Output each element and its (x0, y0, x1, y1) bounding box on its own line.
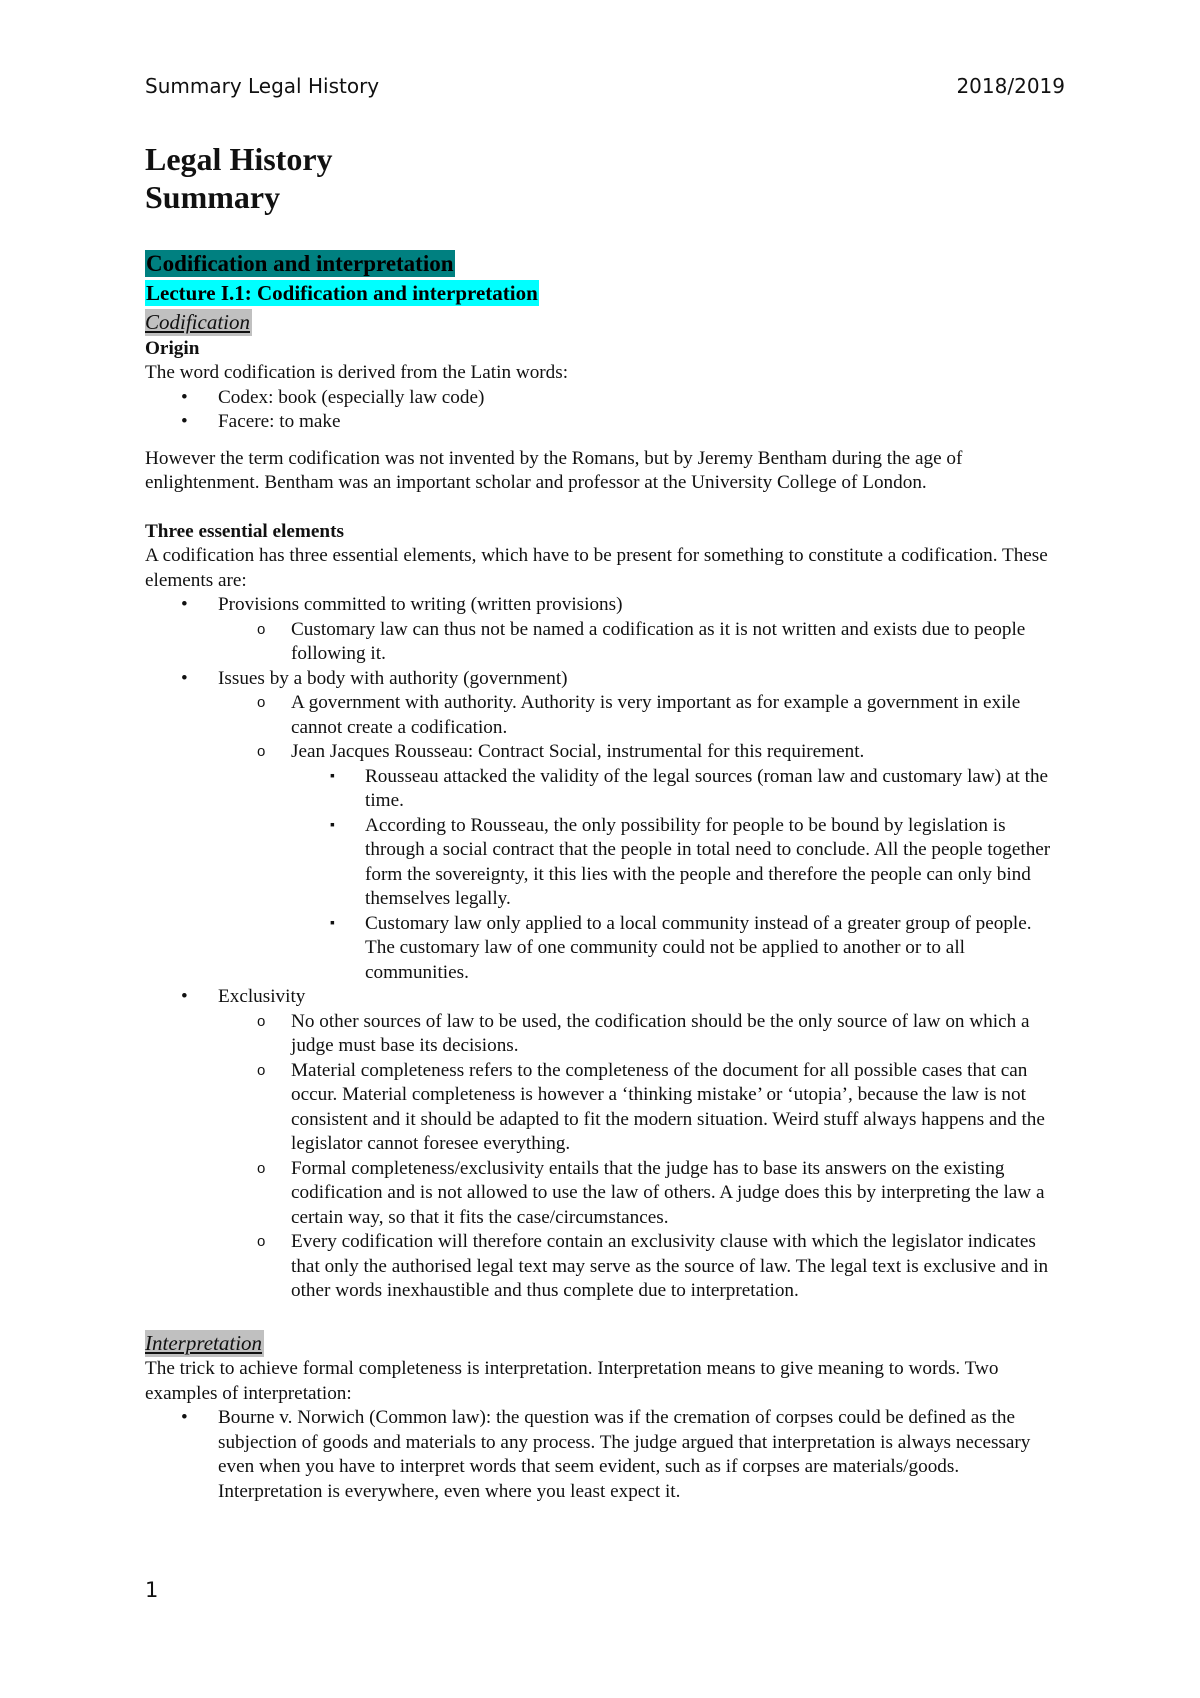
square-marker: ▪ (330, 817, 335, 833)
bullet-marker: • (181, 386, 188, 408)
list-item-text: Rousseau attacked the validity of the legal sources (roman law and customary law) at the time. (365, 765, 1049, 811)
list-item-text: Facere: to make (218, 411, 341, 432)
list-item (145, 765, 1065, 814)
list-item-text: Jean Jacques Rousseau: Contract Social, instrumental for this requirement. (291, 741, 865, 762)
origin-paragraph: However the term codification was not invented by the Romans, but by Jeremy Bentham during the age of enlightenment. Bentham was an important scholar and professor at the University College of London. (145, 447, 963, 493)
list-item-text: Every codification will therefore contain an exclusivity clause with which the legislator indicates that only the authorised legal text may serve as the source of law. The legal text is exclusive and in other words inexhaustible and thus complete due to interpretation. (291, 1231, 1049, 1301)
doc-title-line2: Summary (145, 179, 281, 215)
doc-title-line1: Legal History (145, 141, 333, 177)
elements-heading: Three essential elements (145, 520, 344, 542)
bullet-marker: • (181, 594, 188, 615)
list-item-text: Exclusivity (218, 986, 306, 1007)
square-marker: ▪ (330, 768, 335, 784)
circle-marker: o (257, 1159, 266, 1177)
bullet-marker: • (181, 667, 188, 689)
circle-marker: o (257, 1061, 266, 1079)
list-item (145, 1010, 1065, 1059)
circle-marker: o (257, 743, 266, 760)
interpretation-intro: The trick to achieve formal completeness is interpretation. Interpretation means to give meaning to words. Two examples of interpretation: (145, 1358, 999, 1404)
list-item (145, 740, 1065, 765)
list-item (145, 1157, 1065, 1231)
interpretation-list (145, 1406, 1065, 1504)
list-item-text: Codex: book (especially law code) (218, 386, 485, 408)
circle-marker: o (257, 620, 266, 638)
header-left: Summary Legal History (145, 74, 380, 98)
origin-intro: The word codification is derived from the Latin words: (145, 362, 569, 383)
list-item-text: No other sources of law to be used, the codification should be the only source of law on which a judge must base its decisions. (291, 1010, 1030, 1056)
list-item (145, 814, 1065, 912)
list-item (145, 1230, 1065, 1304)
list-item-text: Material completeness refers to the completeness of the document for all possible cases that can occur. Material completeness is however a ‘thinking mistake’ or ‘utopia’, because the law is not consistent and it should be adapted to fit the modern situation. Weird stuff always happens and the legislator cannot foresee everything. (291, 1059, 1045, 1154)
list-item (145, 1059, 1065, 1157)
list-item-text: Issues by a body with authority (government) (218, 667, 568, 689)
subheading-interpretation: Interpretation (145, 1330, 263, 1355)
lecture-heading: Lecture I.1: Codification and interpretation (146, 280, 538, 305)
subheading-codification: Codification (145, 310, 250, 334)
page-number: 1 (145, 1578, 159, 1602)
list-item (145, 593, 1065, 618)
document-body (145, 140, 1065, 1504)
origin-list (145, 386, 1065, 435)
list-item (145, 618, 1065, 667)
list-item-text: A government with authority. Authority is very important as for example a government in exile cannot create a codification. (291, 692, 1021, 738)
list-item (145, 386, 1065, 411)
origin-heading: Origin (145, 337, 200, 359)
circle-marker: o (257, 694, 266, 711)
list-item-text: Provisions committed to writing (written provisions) (218, 594, 623, 615)
elements-list (145, 593, 1065, 1304)
bullet-marker: • (181, 411, 188, 432)
bullet-marker: • (181, 986, 188, 1007)
list-item-text: Bourne v. Norwich (Common law): the question was if the cremation of corpses could be defined as the subjection of goods and materials to any process. The judge argued that interpretation is always necessary even when you have to interpret words that seem evident, such as if corpses are materials/goods. Interpretation is everywhere, even where you least expect it. (218, 1407, 1031, 1502)
circle-marker: o (257, 1233, 266, 1250)
list-item-text: Customary law only applied to a local community instead of a greater group of people. The customary law of one community could not be applied to another or to all communities. (365, 912, 1032, 983)
elements-intro: A codification has three essential elements, which have to be present for something to constitute a codification. These elements are: (145, 545, 1048, 591)
list-item (145, 667, 1065, 692)
section-heading: Codification and interpretation (146, 251, 454, 276)
list-item-text: Formal completeness/exclusivity entails that the judge has to base its answers on the existing codification and is not allowed to use the law of others. A judge does this by interpreting the law a certain way, so that it fits the case/circumstances. (291, 1157, 1045, 1228)
bullet-marker: • (181, 1407, 188, 1428)
list-item (145, 912, 1065, 986)
list-item-text: According to Rousseau, the only possibility for people to be bound by legislation is through a social contract that the people in total need to conclude. All the people together form the sovereignty, it this lies with the people and therefore the people can only bind themselves legally. (365, 814, 1051, 909)
circle-marker: o (257, 1012, 266, 1030)
list-item (145, 985, 1065, 1010)
header-right: 2018/2019 (956, 74, 1065, 98)
list-item (145, 691, 1065, 740)
list-item-text: Customary law can thus not be named a codification as it is not written and exists due to people following it. (291, 618, 1026, 664)
list-item (145, 1406, 1065, 1504)
list-item (145, 410, 1065, 435)
square-marker: ▪ (330, 915, 335, 931)
